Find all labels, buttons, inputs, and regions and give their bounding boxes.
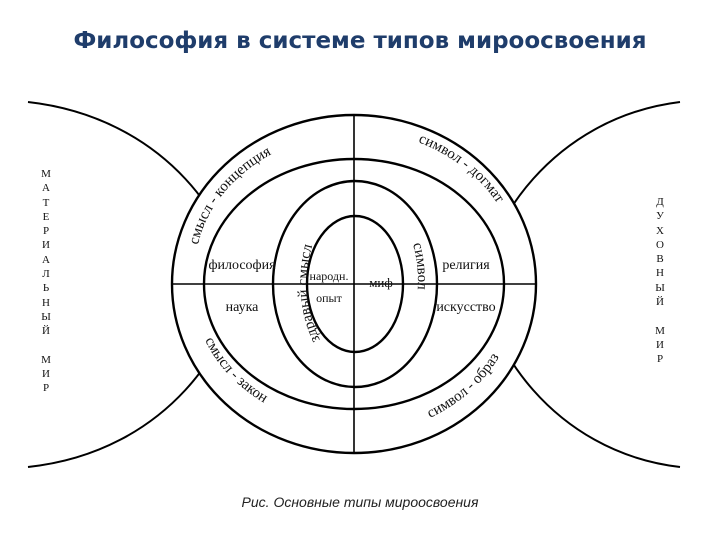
outer-label-top-left: смысл - концепция [186,143,274,246]
outer-label-bottom-left: смысл - закон [201,334,271,407]
middle-label-philosophy: философия [208,258,276,273]
middle-label-art: искусство [436,300,496,315]
outer-label-bottom-right: символ - образ [424,350,503,422]
right-side-label-spiritual-world: Д У Х О В Н Ы Й М И Р [655,196,665,366]
core-label-myth: миф [369,275,393,290]
inner-label-symbol: символ [409,240,430,291]
outer-label-top-right: символ - догмат [416,130,508,206]
core-label-folk-line2: опыт [316,291,342,305]
page-title: Философия в системе типов мироосвоения [73,28,647,54]
middle-label-religion: религия [442,258,490,273]
figure-caption: Рис. Основные типы мироосвоения [241,494,479,510]
left-side-label-material-world: М А Т Е Р И А Л Ь Н Ы Й М И Р [41,168,51,395]
core-label-folk-line1: народн. [309,269,349,283]
inner-label-common-sense: здравый смысл [295,242,324,346]
middle-label-science: наука [225,300,259,315]
